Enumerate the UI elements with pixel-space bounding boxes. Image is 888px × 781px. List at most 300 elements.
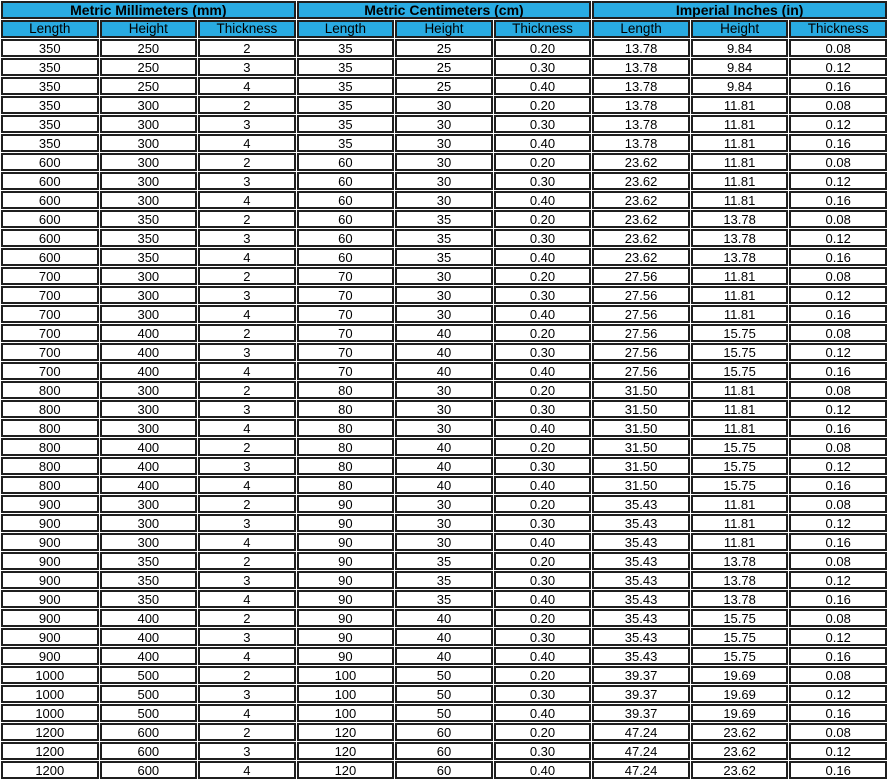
table-cell: 35 (395, 229, 493, 247)
table-cell: 3 (198, 115, 296, 133)
table-row (1, 58, 887, 76)
table-row (1, 343, 887, 361)
table-row (1, 362, 887, 380)
table-cell: 0.12 (789, 58, 887, 76)
table-cell: 0.16 (789, 305, 887, 323)
table-cell: 900 (1, 552, 99, 570)
table-cell: 27.56 (592, 324, 690, 342)
table-cell: 80 (297, 381, 395, 399)
table-cell: 900 (1, 495, 99, 513)
table-cell: 0.16 (789, 476, 887, 494)
table-cell: 0.12 (789, 343, 887, 361)
table-body (1, 39, 887, 779)
table-cell: 11.81 (691, 153, 789, 171)
table-cell: 0.16 (789, 77, 887, 95)
table-cell: 300 (100, 191, 198, 209)
table-row (1, 552, 887, 570)
table-cell: 0.20 (494, 39, 592, 57)
table-cell: 300 (100, 153, 198, 171)
table-cell: 23.62 (592, 210, 690, 228)
table-cell: 0.16 (789, 191, 887, 209)
table-row (1, 248, 887, 266)
table-cell: 35.43 (592, 552, 690, 570)
table-cell: 60 (297, 153, 395, 171)
table-row (1, 419, 887, 437)
table-cell: 2 (198, 267, 296, 285)
table-cell: 23.62 (592, 229, 690, 247)
table-cell: 0.20 (494, 153, 592, 171)
table-cell: 300 (100, 381, 198, 399)
table-cell: 600 (100, 761, 198, 779)
table-cell: 90 (297, 514, 395, 532)
table-cell: 400 (100, 457, 198, 475)
table-cell: 0.12 (789, 172, 887, 190)
table-cell: 0.12 (789, 514, 887, 532)
table-cell: 15.75 (691, 457, 789, 475)
table-cell: 19.69 (691, 685, 789, 703)
table-cell: 0.20 (494, 96, 592, 114)
table-cell: 4 (198, 419, 296, 437)
table-cell: 0.08 (789, 96, 887, 114)
table-cell: 31.50 (592, 400, 690, 418)
table-cell: 27.56 (592, 286, 690, 304)
table-row (1, 438, 887, 456)
table-cell: 900 (1, 533, 99, 551)
table-cell: 50 (395, 685, 493, 703)
table-cell: 300 (100, 419, 198, 437)
table-cell: 0.40 (494, 305, 592, 323)
col-header-cm-height: Height (395, 20, 493, 38)
table-cell: 9.84 (691, 77, 789, 95)
table-cell: 30 (395, 153, 493, 171)
table-cell: 90 (297, 590, 395, 608)
table-cell: 35 (297, 39, 395, 57)
table-cell: 0.08 (789, 609, 887, 627)
table-row (1, 571, 887, 589)
table-cell: 9.84 (691, 39, 789, 57)
table-cell: 300 (100, 305, 198, 323)
table-cell: 13.78 (691, 248, 789, 266)
table-cell: 300 (100, 286, 198, 304)
table-cell: 30 (395, 305, 493, 323)
table-row (1, 609, 887, 627)
table-cell: 400 (100, 628, 198, 646)
table-cell: 0.08 (789, 39, 887, 57)
table-cell: 4 (198, 305, 296, 323)
table-cell: 0.30 (494, 286, 592, 304)
table-cell: 90 (297, 647, 395, 665)
table-cell: 30 (395, 514, 493, 532)
table-cell: 0.40 (494, 362, 592, 380)
col-header-in-thickness: Thickness (789, 20, 887, 38)
table-cell: 9.84 (691, 58, 789, 76)
table-cell: 30 (395, 400, 493, 418)
table-cell: 400 (100, 343, 198, 361)
table-row (1, 134, 887, 152)
table-cell: 11.81 (691, 495, 789, 513)
table-cell: 40 (395, 647, 493, 665)
table-row (1, 742, 887, 760)
table-cell: 1000 (1, 685, 99, 703)
table-cell: 0.16 (789, 533, 887, 551)
table-row (1, 153, 887, 171)
table-cell: 35 (395, 552, 493, 570)
table-cell: 31.50 (592, 419, 690, 437)
table-cell: 0.40 (494, 476, 592, 494)
table-row (1, 172, 887, 190)
table-cell: 0.40 (494, 590, 592, 608)
table-cell: 13.78 (691, 552, 789, 570)
table-cell: 3 (198, 172, 296, 190)
table-cell: 0.30 (494, 571, 592, 589)
col-header-cm-thickness: Thickness (494, 20, 592, 38)
table-cell: 0.40 (494, 77, 592, 95)
table-cell: 90 (297, 495, 395, 513)
table-cell: 31.50 (592, 438, 690, 456)
table-cell: 39.37 (592, 704, 690, 722)
table-cell: 30 (395, 533, 493, 551)
table-row (1, 666, 887, 684)
table-cell: 31.50 (592, 381, 690, 399)
table-cell: 0.16 (789, 647, 887, 665)
table-cell: 80 (297, 419, 395, 437)
table-cell: 80 (297, 438, 395, 456)
table-cell: 400 (100, 438, 198, 456)
table-cell: 60 (395, 723, 493, 741)
table-cell: 0.16 (789, 704, 887, 722)
table-cell: 13.78 (691, 210, 789, 228)
table-cell: 70 (297, 343, 395, 361)
table-cell: 0.30 (494, 742, 592, 760)
table-cell: 30 (395, 172, 493, 190)
group-header-cm: Metric Centimeters (cm) (297, 1, 592, 19)
table-cell: 23.62 (592, 172, 690, 190)
table-cell: 35 (297, 115, 395, 133)
table-cell: 1000 (1, 666, 99, 684)
table-cell: 0.20 (494, 438, 592, 456)
table-cell: 35 (297, 77, 395, 95)
column-header-row (1, 20, 887, 38)
table-cell: 3 (198, 58, 296, 76)
table-cell: 3 (198, 685, 296, 703)
table-cell: 4 (198, 533, 296, 551)
table-cell: 15.75 (691, 324, 789, 342)
table-cell: 600 (1, 229, 99, 247)
table-cell: 300 (100, 400, 198, 418)
table-cell: 900 (1, 590, 99, 608)
table-cell: 400 (100, 609, 198, 627)
table-cell: 13.78 (592, 96, 690, 114)
table-cell: 0.40 (494, 419, 592, 437)
table-cell: 0.20 (494, 552, 592, 570)
table-cell: 300 (100, 134, 198, 152)
table-cell: 15.75 (691, 362, 789, 380)
table-cell: 0.12 (789, 229, 887, 247)
table-cell: 23.62 (691, 723, 789, 741)
col-header-mm-height: Height (100, 20, 198, 38)
table-row (1, 39, 887, 57)
table-cell: 0.40 (494, 647, 592, 665)
table-cell: 600 (1, 191, 99, 209)
table-row (1, 286, 887, 304)
table-cell: 47.24 (592, 742, 690, 760)
table-cell: 25 (395, 58, 493, 76)
table-cell: 3 (198, 628, 296, 646)
table-cell: 35 (297, 58, 395, 76)
table-cell: 0.12 (789, 400, 887, 418)
table-cell: 35.43 (592, 571, 690, 589)
table-cell: 0.16 (789, 761, 887, 779)
table-cell: 350 (100, 571, 198, 589)
table-cell: 3 (198, 571, 296, 589)
table-cell: 900 (1, 514, 99, 532)
table-cell: 15.75 (691, 609, 789, 627)
table-row (1, 229, 887, 247)
table-cell: 3 (198, 514, 296, 532)
table-cell: 40 (395, 457, 493, 475)
table-cell: 47.24 (592, 723, 690, 741)
table-cell: 70 (297, 362, 395, 380)
table-cell: 900 (1, 609, 99, 627)
table-cell: 40 (395, 628, 493, 646)
table-cell: 11.81 (691, 96, 789, 114)
table-cell: 0.20 (494, 723, 592, 741)
table-cell: 35.43 (592, 495, 690, 513)
col-header-in-height: Height (691, 20, 789, 38)
table-cell: 400 (100, 476, 198, 494)
table-cell: 60 (297, 229, 395, 247)
table-cell: 0.16 (789, 362, 887, 380)
table-cell: 15.75 (691, 343, 789, 361)
table-cell: 350 (100, 552, 198, 570)
table-cell: 11.81 (691, 419, 789, 437)
table-cell: 0.30 (494, 343, 592, 361)
table-cell: 350 (1, 96, 99, 114)
table-cell: 11.81 (691, 533, 789, 551)
table-cell: 0.08 (789, 381, 887, 399)
table-cell: 0.08 (789, 438, 887, 456)
table-cell: 0.12 (789, 286, 887, 304)
table-cell: 250 (100, 77, 198, 95)
table-cell: 600 (1, 210, 99, 228)
table-cell: 300 (100, 115, 198, 133)
table-cell: 40 (395, 343, 493, 361)
table-row (1, 590, 887, 608)
table-cell: 60 (395, 761, 493, 779)
table-cell: 2 (198, 723, 296, 741)
table-cell: 39.37 (592, 666, 690, 684)
table-cell: 300 (100, 514, 198, 532)
table-cell: 35 (395, 590, 493, 608)
table-cell: 4 (198, 704, 296, 722)
table-cell: 25 (395, 39, 493, 57)
table-cell: 90 (297, 571, 395, 589)
table-cell: 27.56 (592, 343, 690, 361)
table-cell: 23.62 (592, 248, 690, 266)
table-cell: 350 (1, 134, 99, 152)
table-cell: 600 (1, 248, 99, 266)
table-cell: 0.30 (494, 58, 592, 76)
table-cell: 15.75 (691, 438, 789, 456)
table-cell: 0.16 (789, 419, 887, 437)
table-cell: 23.62 (691, 742, 789, 760)
table-cell: 70 (297, 286, 395, 304)
table-cell: 35.43 (592, 533, 690, 551)
table-cell: 120 (297, 742, 395, 760)
table-cell: 0.08 (789, 324, 887, 342)
table-cell: 0.30 (494, 514, 592, 532)
table-cell: 0.12 (789, 628, 887, 646)
table-cell: 47.24 (592, 761, 690, 779)
table-cell: 30 (395, 134, 493, 152)
table-cell: 3 (198, 400, 296, 418)
table-cell: 15.75 (691, 476, 789, 494)
table-cell: 13.78 (592, 39, 690, 57)
table-cell: 13.78 (592, 77, 690, 95)
table-cell: 60 (297, 172, 395, 190)
table-cell: 0.16 (789, 248, 887, 266)
table-cell: 3 (198, 457, 296, 475)
table-cell: 13.78 (691, 571, 789, 589)
table-cell: 500 (100, 704, 198, 722)
table-cell: 90 (297, 609, 395, 627)
table-cell: 2 (198, 552, 296, 570)
table-cell: 2 (198, 666, 296, 684)
table-cell: 800 (1, 400, 99, 418)
table-cell: 27.56 (592, 305, 690, 323)
table-cell: 0.40 (494, 248, 592, 266)
table-cell: 500 (100, 685, 198, 703)
table-cell: 700 (1, 305, 99, 323)
table-cell: 800 (1, 476, 99, 494)
table-cell: 700 (1, 324, 99, 342)
table-row (1, 457, 887, 475)
table-cell: 13.78 (592, 115, 690, 133)
group-header-mm: Metric Millimeters (mm) (1, 1, 296, 19)
table-cell: 0.08 (789, 723, 887, 741)
table-cell: 800 (1, 381, 99, 399)
table-cell: 31.50 (592, 476, 690, 494)
table-row (1, 495, 887, 513)
table-cell: 4 (198, 590, 296, 608)
table-cell: 0.08 (789, 552, 887, 570)
table-cell: 70 (297, 267, 395, 285)
table-cell: 0.12 (789, 742, 887, 760)
table-cell: 0.08 (789, 666, 887, 684)
table-cell: 11.81 (691, 305, 789, 323)
table-row (1, 628, 887, 646)
table-row (1, 533, 887, 551)
table-cell: 40 (395, 324, 493, 342)
table-cell: 0.30 (494, 400, 592, 418)
table-cell: 70 (297, 305, 395, 323)
table-cell: 600 (1, 153, 99, 171)
table-cell: 0.40 (494, 134, 592, 152)
table-cell: 0.20 (494, 381, 592, 399)
table-cell: 900 (1, 571, 99, 589)
table-cell: 700 (1, 343, 99, 361)
table-row (1, 381, 887, 399)
table-cell: 23.62 (691, 761, 789, 779)
table-cell: 2 (198, 39, 296, 57)
table-header (1, 1, 887, 38)
table-cell: 300 (100, 495, 198, 513)
table-cell: 2 (198, 324, 296, 342)
table-cell: 0.08 (789, 495, 887, 513)
table-cell: 0.40 (494, 533, 592, 551)
table-cell: 250 (100, 39, 198, 57)
col-header-mm-thickness: Thickness (198, 20, 296, 38)
table-cell: 30 (395, 191, 493, 209)
table-cell: 4 (198, 191, 296, 209)
table-cell: 0.20 (494, 267, 592, 285)
table-cell: 11.81 (691, 381, 789, 399)
table-cell: 4 (198, 77, 296, 95)
table-cell: 0.30 (494, 628, 592, 646)
table-cell: 900 (1, 647, 99, 665)
table-cell: 800 (1, 438, 99, 456)
table-cell: 15.75 (691, 628, 789, 646)
table-cell: 350 (1, 58, 99, 76)
table-row (1, 647, 887, 665)
table-cell: 0.30 (494, 685, 592, 703)
table-cell: 0.12 (789, 685, 887, 703)
table-cell: 35.43 (592, 628, 690, 646)
table-row (1, 324, 887, 342)
table-cell: 250 (100, 58, 198, 76)
table-cell: 700 (1, 286, 99, 304)
table-cell: 90 (297, 533, 395, 551)
table-cell: 35.43 (592, 590, 690, 608)
table-cell: 13.78 (691, 229, 789, 247)
table-cell: 700 (1, 267, 99, 285)
table-cell: 2 (198, 495, 296, 513)
group-header-row (1, 1, 887, 19)
table-cell: 400 (100, 324, 198, 342)
table-cell: 39.37 (592, 685, 690, 703)
table-cell: 11.81 (691, 400, 789, 418)
table-cell: 800 (1, 419, 99, 437)
table-cell: 80 (297, 400, 395, 418)
table-cell: 1200 (1, 761, 99, 779)
table-cell: 0.12 (789, 115, 887, 133)
table-cell: 1000 (1, 704, 99, 722)
table-cell: 11.81 (691, 134, 789, 152)
table-cell: 40 (395, 362, 493, 380)
table-cell: 100 (297, 685, 395, 703)
table-cell: 35 (395, 571, 493, 589)
table-cell: 3 (198, 286, 296, 304)
table-cell: 90 (297, 552, 395, 570)
table-cell: 11.81 (691, 115, 789, 133)
table-cell: 13.78 (691, 590, 789, 608)
group-header-in: Imperial Inches (in) (592, 1, 887, 19)
table-cell: 0.20 (494, 324, 592, 342)
table-cell: 300 (100, 172, 198, 190)
table-cell: 30 (395, 286, 493, 304)
table-cell: 350 (1, 39, 99, 57)
table-row (1, 704, 887, 722)
table-cell: 0.08 (789, 210, 887, 228)
table-cell: 80 (297, 457, 395, 475)
table-cell: 0.30 (494, 457, 592, 475)
col-header-in-length: Length (592, 20, 690, 38)
table-cell: 13.78 (592, 134, 690, 152)
table-cell: 600 (100, 723, 198, 741)
table-cell: 800 (1, 457, 99, 475)
table-cell: 11.81 (691, 267, 789, 285)
table-row (1, 476, 887, 494)
